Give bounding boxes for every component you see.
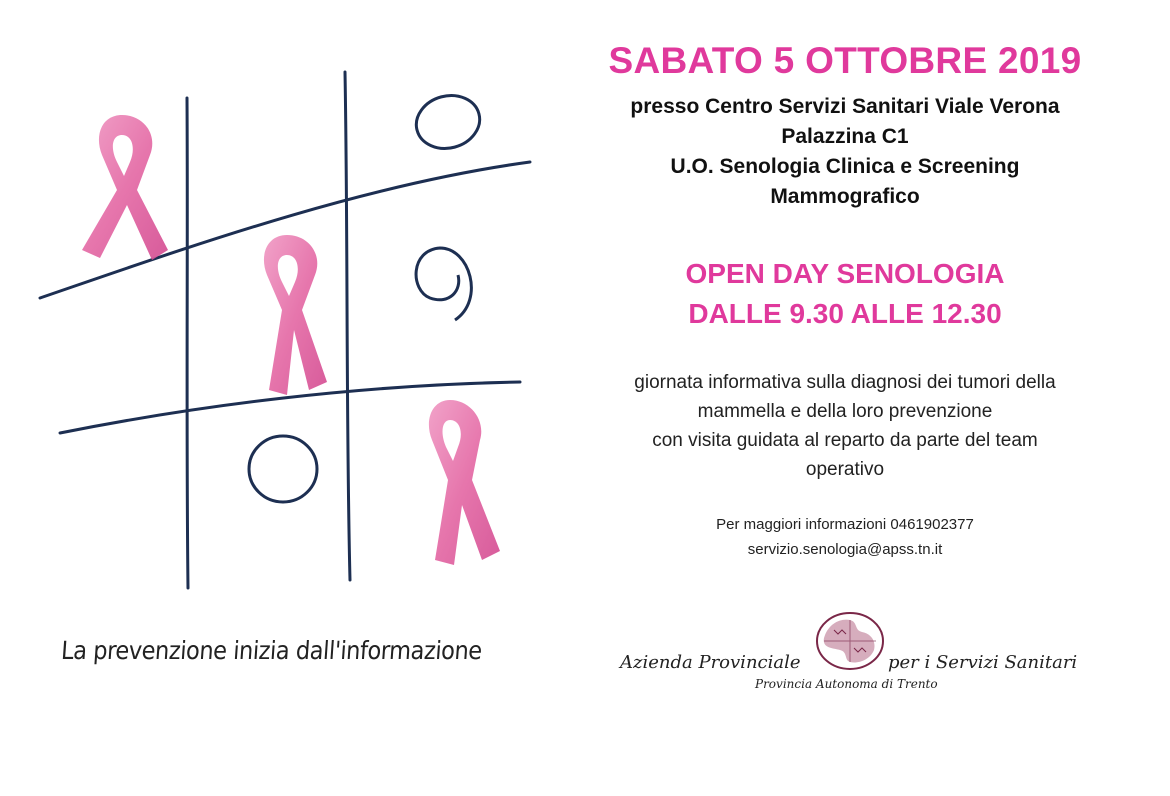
circle-mark-icon: [416, 248, 471, 320]
location-line: U.O. Senologia Clinica e Screening: [670, 155, 1020, 178]
pink-ribbon-icon: [82, 115, 168, 260]
event-location: [580, 92, 1110, 212]
organization-subtitle: Provincia Autonoma di Trento: [755, 677, 938, 691]
event-date: SABATO 5 OTTOBRE 2019: [608, 40, 1082, 81]
event-title: [580, 254, 1110, 334]
description-line: operativo: [805, 459, 885, 480]
event-title-line: OPEN DAY SENOLOGIA: [685, 258, 1005, 289]
pink-ribbon-icon: [264, 235, 327, 395]
tagline: La prevenzione inizia dall'informazione: [60, 636, 483, 665]
organization-logo: [610, 610, 1090, 700]
organization-name-right: per i Servizi Sanitari: [888, 652, 1078, 673]
contact-info: [580, 512, 1110, 562]
description-line: mammella e della loro prevenzione: [697, 401, 993, 422]
organization-name-left: Azienda Provinciale: [620, 652, 801, 673]
grid-line-vertical-left: [187, 98, 188, 588]
contact-email[interactable]: servizio.senologia@apss.tn.it: [747, 541, 943, 558]
tic-tac-toe-illustration: [0, 0, 600, 640]
event-hours: DALLE 9.30 ALLE 12.30: [688, 298, 1002, 329]
circle-mark-icon: [249, 436, 317, 502]
description-line: con visita guidata al reparto da parte del team: [652, 430, 1038, 451]
pink-ribbon-icon: [429, 400, 500, 565]
location-line: Mammografico: [770, 185, 920, 208]
circle-mark-icon: [410, 89, 485, 156]
grid-line-vertical-right: [345, 72, 350, 580]
event-description: [580, 368, 1110, 484]
location-line: presso Centro Servizi Sanitari Viale Verona: [630, 95, 1060, 118]
contact-phone: Per maggiori informazioni 0461902377: [716, 516, 974, 533]
apss-emblem-icon: [814, 610, 886, 672]
description-line: giornata informativa sulla diagnosi dei tumori della: [634, 372, 1056, 393]
location-line: Palazzina C1: [781, 125, 909, 148]
